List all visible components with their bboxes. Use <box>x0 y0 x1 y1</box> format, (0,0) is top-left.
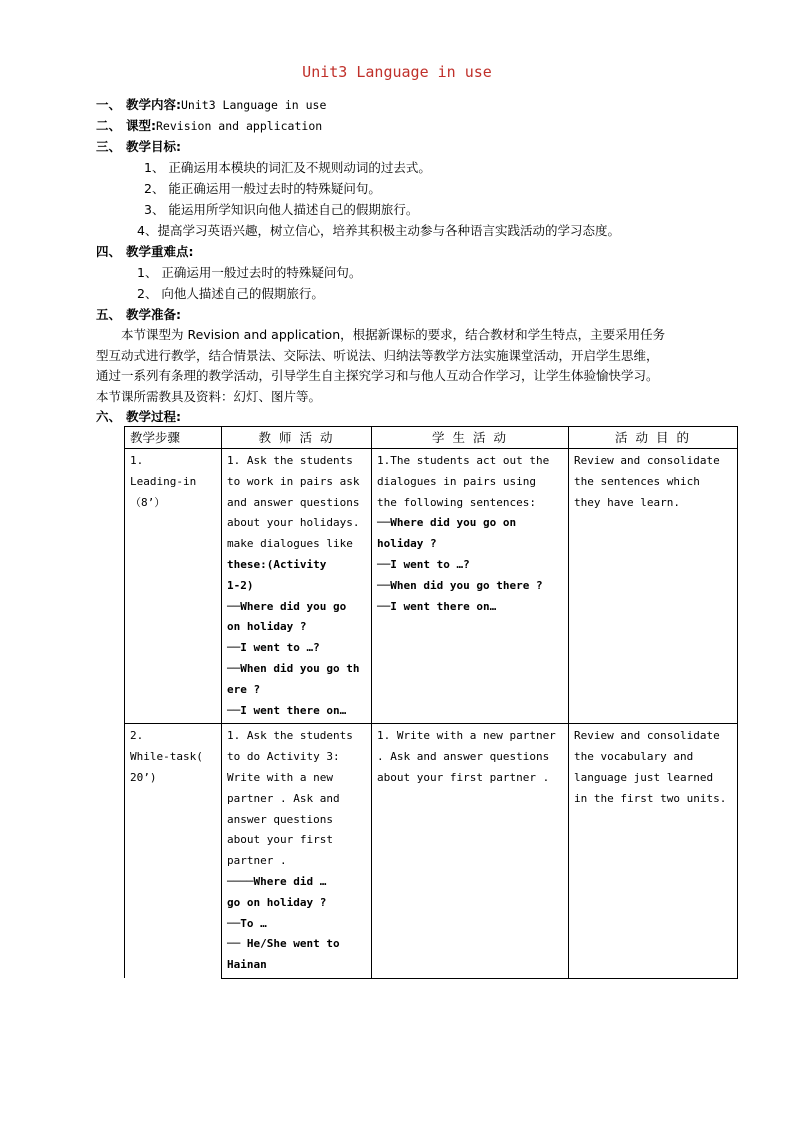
cell-line: dialogues in pairs using <box>377 474 536 488</box>
section-heading: 教学内容: <box>126 97 181 112</box>
cell-line: ──When did you go th <box>227 661 360 675</box>
cell-line: on holiday ? <box>227 620 307 634</box>
teacher-cell <box>222 724 372 979</box>
section-content <box>96 94 326 116</box>
section-text: Revision and application <box>156 119 323 133</box>
cell-line: 2. <box>130 729 144 743</box>
objective-item: 1、 正确运用本模块的词汇及不规则动词的过去式。 <box>144 160 431 175</box>
cell-line: ──I went there on… <box>377 599 497 613</box>
section-heading: 课型: <box>126 118 156 133</box>
cell-line: to work in pairs ask <box>227 474 360 488</box>
section-number: 六、 <box>96 409 122 424</box>
cell-line: in the first two units. <box>574 791 727 805</box>
cell-line: While-task( <box>130 750 203 764</box>
section-number: 五、 <box>96 307 122 322</box>
cell-line: 1. Ask the students <box>227 729 353 743</box>
student-cell <box>372 449 569 724</box>
cell-line: Leading-in <box>130 474 197 488</box>
cell-line: . Ask and answer questions <box>377 750 550 764</box>
cell-line: these:(Activity <box>227 557 327 571</box>
section-number: 四、 <box>96 244 122 259</box>
key-point-item: 1、 正确运用一般过去时的特殊疑问句。 <box>137 265 362 280</box>
cell-line: 1. Write with a new partner <box>377 729 556 743</box>
teacher-cell <box>222 449 372 724</box>
cell-line: ──I went to …? <box>227 641 320 655</box>
cell-line: answer questions <box>227 812 333 826</box>
cell-line: Write with a new <box>227 770 333 784</box>
cell-line: the sentences which <box>574 474 700 488</box>
section-number: 三、 <box>96 139 122 154</box>
paragraph-line: 型互动式进行教学，结合情景法、交际法、听说法、归纳法等教学方法实施课堂活动，开启学生思维， <box>96 347 659 363</box>
cell-line: ──I went to …? <box>377 557 470 571</box>
cell-line: （8’） <box>130 495 166 509</box>
cell-line: ──To … <box>227 916 267 930</box>
cell-line: ──When did you go there ? <box>377 578 543 592</box>
document-title: Unit3 Language in use <box>302 63 492 81</box>
cell-line: about your first <box>227 833 333 847</box>
section-objectives <box>96 136 181 157</box>
cell-line: 20’) <box>130 770 157 784</box>
cell-line: language just learned <box>574 770 714 784</box>
section-preparation <box>96 304 181 325</box>
cell-line: 1. Ask the students <box>227 454 353 467</box>
purpose-cell <box>569 449 738 724</box>
section-key-points <box>96 241 194 262</box>
header-step: 教学步骤 <box>125 427 222 449</box>
key-point-item: 2、 向他人描述自己的假期旅行。 <box>137 286 324 301</box>
step-cell <box>125 724 222 979</box>
objective-item: 4、提高学习英语兴趣，树立信心，培养其积极主动参与各种语言实践活动的学习态度。 <box>137 223 620 238</box>
cell-line: the vocabulary and <box>574 750 694 764</box>
section-heading: 教学重难点: <box>126 244 194 259</box>
cell-line: Hainan <box>227 958 267 972</box>
cell-line: ──Where did you go on <box>377 516 517 530</box>
section-heading: 教学准备: <box>126 307 181 322</box>
table-header-row <box>125 427 738 449</box>
cell-line: the following sentences: <box>377 495 536 509</box>
header-student: 学 生 活 动 <box>372 427 569 449</box>
cell-line: go on holiday ? <box>227 895 327 909</box>
cell-line: ere ? <box>227 682 261 696</box>
cell-line: ────Where did … <box>227 874 327 888</box>
cell-line: they have learn. <box>574 495 680 509</box>
section-text: Unit3 Language in use <box>181 98 327 112</box>
student-cell <box>372 724 569 979</box>
cell-line: 1-2) <box>227 578 254 592</box>
cell-line: to do Activity 3: <box>227 750 340 764</box>
objective-item: 3、 能运用所学知识向他人描述自己的假期旅行。 <box>144 202 419 217</box>
cell-line: ──Where did you go <box>227 599 347 613</box>
cell-line: holiday ? <box>377 537 437 551</box>
objective-item: 2、 能正确运用一般过去时的特殊疑问句。 <box>144 181 381 196</box>
purpose-cell <box>569 724 738 979</box>
cell-line: ──I went there on… <box>227 703 347 717</box>
cell-line: partner . <box>227 854 287 868</box>
cell-line: and answer questions <box>227 495 360 509</box>
cell-line: partner . Ask and <box>227 791 340 805</box>
table-row <box>125 449 738 724</box>
cell-line: about your first partner . <box>377 770 550 784</box>
cell-line: make dialogues like <box>227 537 353 551</box>
section-number: 一、 <box>96 97 122 112</box>
header-purpose: 活 动 目 的 <box>569 427 738 449</box>
table-row <box>125 724 738 979</box>
section-lesson-type <box>96 115 322 137</box>
cell-line: 1. <box>130 454 144 467</box>
cell-line: about your holidays. <box>227 516 360 530</box>
cell-line: Review and consolidate <box>574 729 720 743</box>
paragraph-line: 通过一系列有条理的教学活动，引导学生自主探究学习和与他人互动合作学习，让学生体验愉快学习。 <box>96 368 659 383</box>
preparation-paragraph <box>96 325 736 407</box>
header-teacher: 教 师 活 动 <box>222 427 372 449</box>
paragraph-line: 本节课型为 Revision and application，根据新课标的要求，结合教材和学生特点，主要采用任务 <box>121 327 666 342</box>
section-process <box>96 406 181 427</box>
cell-line: Review and consolidate <box>574 454 720 467</box>
step-cell <box>125 449 222 724</box>
section-number: 二、 <box>96 118 122 133</box>
cell-line: ── He/She went to <box>227 937 340 951</box>
section-heading: 教学目标: <box>126 139 181 154</box>
cell-line: 1.The students act out the <box>377 454 550 467</box>
paragraph-line: 本节课所需教具及资料：幻灯、图片等。 <box>96 388 322 404</box>
teaching-process-table <box>124 426 738 979</box>
section-heading: 教学过程: <box>126 409 181 424</box>
